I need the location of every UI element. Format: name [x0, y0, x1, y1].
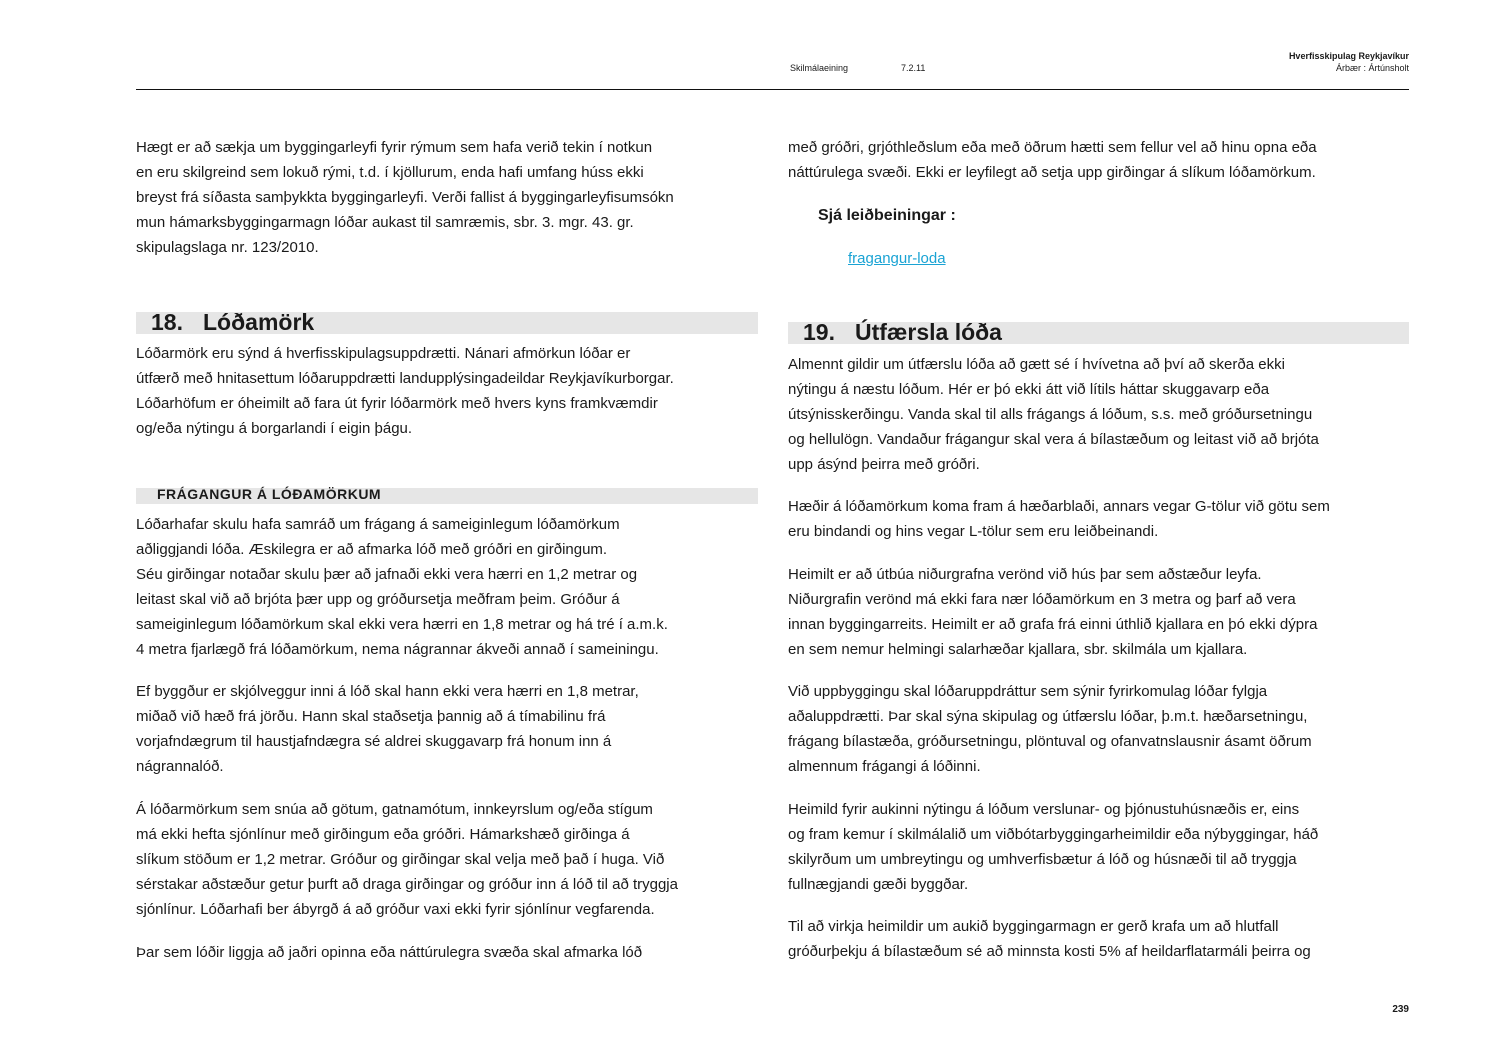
heading-number: 18. [151, 309, 183, 335]
page-number: 239 [1392, 1004, 1409, 1015]
text-line: útsýnisskerðingu. Vanda skal til alls frágangs á lóðum, s.s. með gróðursetningu [788, 406, 1313, 423]
paragraph [136, 679, 639, 779]
header-subtitle: Árbær : Ártúnsholt [1335, 63, 1409, 73]
text-line: og fram kemur í skilmálalið um viðbótarbyggingarheimildir eða nýbyggingar, háð [788, 826, 1319, 843]
paragraph [788, 494, 1330, 544]
text-line: Lóðarhafar skulu hafa samráð um frágang á sameiginlegum lóðamörkum [136, 516, 620, 533]
text-line: og/eða nýtingu á borgarlandi í eigin þágu. [136, 420, 413, 437]
paragraph [788, 679, 1312, 779]
text-line: sérstakar aðstæður getur þurft að draga girðingar og gróður inn á lóð til að tryggja [136, 876, 678, 893]
text-line: innan byggingarreits. Heimilt er að grafa frá einni úthlið kjallara en þó ekki dýpra [788, 616, 1318, 633]
text-line: Ef byggður er skjólveggur inni á lóð skal hann ekki vera hærri en 1,8 metrar, [136, 683, 639, 700]
text-line: Almennt gildir um útfærslu lóða að gætt sé í hvívetna að því að skerða ekki [788, 356, 1285, 373]
text-line: breyst frá síðasta samþykkta byggingarleyfi. Verði fallist á byggingarleyfisumsókn [136, 189, 674, 206]
paragraph [788, 914, 1311, 964]
text-line: leitast skal við að brjóta þær upp og gróðursetja meðfram þeim. Gróður á [136, 591, 620, 608]
heading-number: 19. [803, 319, 835, 345]
header-title: Hverfisskipulag Reykjavíkur [1288, 51, 1409, 61]
paragraph [136, 135, 674, 260]
paragraph [788, 562, 1317, 662]
text-line: aðliggjandi lóða. Æskilegra er að afmarka lóð með gróðri en girðingum. [136, 541, 608, 558]
text-line: gróðurþekju á bílastæðum sé að minnsta kosti 5% af heildarflatarmáli þeirra og [788, 943, 1311, 960]
text-line: skipulagslaga nr. 123/2010. [136, 239, 319, 256]
header-divider [136, 89, 1409, 90]
text-line: eru bindandi og hins vegar L-tölur sem eru leiðbeinandi. [788, 523, 1159, 540]
see-guidelines-label: Sjá leiðbeiningar : [818, 207, 956, 224]
text-line: Hægt er að sækja um byggingarleyfi fyrir rýmum sem hafa verið tekin í notkun [136, 139, 653, 156]
text-line: nýtingu á næstu lóðum. Hér er þó ekki átt við lítils háttar skuggavarp eða [788, 381, 1270, 398]
text-line: slíkum stöðum er 1,2 metrar. Gróður og girðingar skal velja með það í huga. Við [136, 851, 665, 868]
paragraph [136, 797, 678, 922]
text-line: náttúrulega svæði. Ekki er leyfilegt að setja upp girðingar á slíkum lóðamörkum. [788, 164, 1316, 181]
text-line: má ekki hefta sjónlínur með girðingum eða gróðri. Hámarkshæð girðinga á [136, 826, 630, 843]
subheading: FRÁGANGUR Á LÓÐAMÖRKUM [157, 486, 382, 502]
text-line: Heimilt er að útbúa niðurgrafna verönd við hús þar sem aðstæður leyfa. [788, 566, 1262, 583]
text-line: Lóðarhöfum er óheimilt að fara út fyrir lóðarmörk með hvers kyns framkvæmdir [136, 395, 658, 412]
text-line: Niðurgrafin verönd má ekki fara nær lóðamörkum en 3 metra og þarf að vera [788, 591, 1296, 608]
text-line: en eru skilgreind sem lokuð rými, t.d. í kjöllurum, enda hafi umfang húss ekki [136, 164, 644, 181]
text-line: Hæðir á lóðamörkum koma fram á hæðarblaði, annars vegar G-tölur við götu sem [788, 498, 1330, 515]
text-line: skilyrðum um umbreytingu og umhverfisbætur á lóð og húsnæði til að tryggja [788, 851, 1297, 868]
text-line: sjónlínur. Lóðarhafi ber ábyrgð á að gróður vaxi ekki fyrir sjónlínur vegfarenda. [136, 901, 655, 918]
text-line: Lóðarmörk eru sýnd á hverfisskipulagsuppdrætti. Nánari afmörkun lóðar er [136, 345, 631, 362]
text-line: Við uppbyggingu skal lóðaruppdráttur sem sýnir fyrirkomulag lóðar fylgja [788, 683, 1268, 700]
text-line: Þar sem lóðir liggja að jaðri opinna eða náttúrulegra svæða skal afmarka lóð [136, 944, 643, 961]
text-line: aðaluppdrætti. Þar skal sýna skipulag og útfærslu lóðar, þ.m.t. hæðarsetningu, [788, 708, 1308, 725]
text-line: Séu girðingar notaðar skulu þær að jafnaði ekki vera hærri en 1,2 metrar og [136, 566, 638, 583]
text-line: vorjafndægrum til haustjafndægra sé aldrei skuggavarp frá honum inn á [136, 733, 612, 750]
paragraph [136, 341, 674, 441]
text-line: upp ásýnd þeirra með gróðri. [788, 456, 980, 473]
section-heading-18 [151, 310, 314, 334]
text-line: mun hámarksbyggingarmagn lóðar aukast til samræmis, sbr. 3. mgr. 43. gr. [136, 214, 634, 231]
text-line: Til að virkja heimildir um aukið byggingarmagn er gerð krafa um að hlutfall [788, 918, 1279, 935]
section-heading-19 [803, 320, 1002, 344]
heading-title: Útfærsla lóða [855, 319, 1002, 345]
paragraph [788, 797, 1318, 897]
text-line: almennum frágangi á lóðinni. [788, 758, 981, 775]
header-section-number: 7.2.11 [901, 63, 926, 73]
text-line: 4 metra fjarlægð frá lóðamörkum, nema nágrannar ákveði annað í sameiningu. [136, 641, 659, 658]
text-line: sameiginlegum lóðamörkum skal ekki vera hærri en 1,8 metrar og há tré í a.m.k. [136, 616, 668, 633]
text-line: frágang bílastæða, gróðursetningu, plöntuval og ofanvatnslausnir ásamt öðrum [788, 733, 1312, 750]
paragraph [788, 135, 1317, 185]
text-line: fullnægjandi gæði byggðar. [788, 876, 969, 893]
text-line: nágrannalóð. [136, 758, 224, 775]
text-line: en sem nemur helmingi salarhæðar kjallara, sbr. skilmála um kjallara. [788, 641, 1248, 658]
text-line: Heimild fyrir aukinni nýtingu á lóðum verslunar- og þjónustuhúsnæðis er, eins [788, 801, 1300, 818]
guidelines-link[interactable]: fragangur-loda [848, 250, 946, 267]
paragraph [788, 352, 1319, 477]
text-line: miðað við hæð frá jörðu. Hann skal staðsetja þannig að á tímabilinu frá [136, 708, 606, 725]
text-line: með gróðri, grjóthleðslum eða með öðrum hætti sem fellur vel að hinu opna eða [788, 139, 1317, 156]
paragraph [136, 512, 668, 662]
paragraph [136, 940, 642, 965]
text-line: og hellulögn. Vandaður frágangur skal vera á bílastæðum og leitast við að brjóta [788, 431, 1319, 448]
text-line: útfærð með hnitasettum lóðaruppdrætti landupplýsingadeildar Reykjavíkurborgar. [136, 370, 674, 387]
heading-title: Lóðamörk [203, 309, 315, 335]
header-section-label: Skilmálaeining [790, 63, 849, 73]
text-line: Á lóðarmörkum sem snúa að götum, gatnamótum, innkeyrslum og/eða stígum [136, 801, 653, 818]
